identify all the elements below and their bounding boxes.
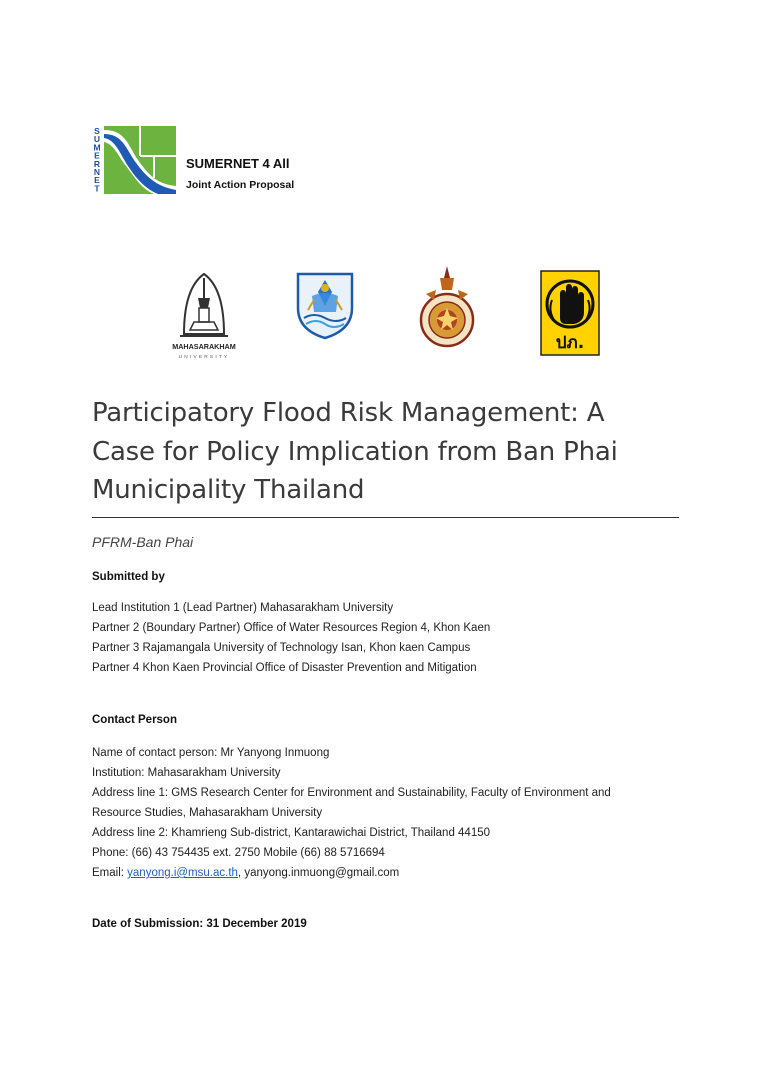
title-line: Case for Policy Implication from Ban Phai — [92, 436, 618, 467]
document-title — [92, 394, 682, 510]
contact-details — [92, 743, 611, 883]
contact-address-line-1: Address line 1: GMS Research Center for Environment and Sustainability, Faculty of Environment and — [92, 787, 611, 799]
email-separator: , — [237, 867, 245, 879]
disaster-prevention-office-logo — [540, 270, 600, 356]
partner-list — [92, 598, 490, 678]
sumernet-logo-letters: S U M E R N E T — [93, 126, 101, 194]
title-divider — [92, 517, 679, 518]
sumernet-logo — [92, 126, 176, 194]
mahasarakham-university-logo — [168, 268, 240, 360]
ddpm-wordmark: ปภ. — [555, 333, 585, 353]
contact-person-heading: Contact Person — [92, 714, 177, 726]
project-acronym: PFRM-Ban Phai — [92, 534, 194, 550]
partner-item: Partner 4 Khon Kaen Provincial Office of Disaster Prevention and Mitigation — [92, 662, 477, 674]
title-line: Participatory Flood Risk Management: A — [92, 398, 605, 428]
brand-subtitle: Joint Action Proposal — [186, 179, 295, 191]
brand-name: SUMERNET 4 All — [186, 156, 290, 171]
partner-item: Partner 2 (Boundary Partner) Office of Water Resources Region 4, Khon Kaen — [92, 622, 491, 634]
partner-item: Lead Institution 1 (Lead Partner) Mahasarakham University — [92, 602, 394, 614]
secondary-email: yanyong.inmuong@gmail.com — [244, 867, 400, 879]
contact-phone: Phone: (66) 43 754435 ext. 2750 Mobile (66) 88 5716694 — [92, 847, 385, 859]
msu-subwordmark: UNIVERSITY — [178, 355, 230, 360]
contact-email — [92, 863, 611, 883]
submitted-by-heading: Submitted by — [92, 571, 165, 583]
water-resources-office-logo — [292, 266, 358, 340]
contact-address-line-2: Address line 2: Khamrieng Sub-district, Kantarawichai District, Thailand 44150 — [92, 827, 491, 839]
partner-item: Partner 3 Rajamangala University of Technology Isan, Khon kaen Campus — [92, 642, 471, 654]
title-line: Municipality Thailand — [92, 475, 365, 505]
submission-date: Date of Submission: 31 December 2019 — [92, 918, 307, 930]
msu-wordmark: MAHASARAKHAM — [172, 342, 236, 351]
rajamangala-university-logo — [416, 264, 478, 350]
email-label: Email: — [92, 867, 128, 879]
primary-email-link[interactable]: yanyong.i@msu.ac.th — [127, 867, 238, 879]
contact-address-line-1-continued: Resource Studies, Mahasarakham University — [92, 807, 323, 819]
contact-name: Name of contact person: Mr Yanyong Inmuong — [92, 747, 330, 759]
contact-institution: Institution: Mahasarakham University — [92, 767, 281, 779]
